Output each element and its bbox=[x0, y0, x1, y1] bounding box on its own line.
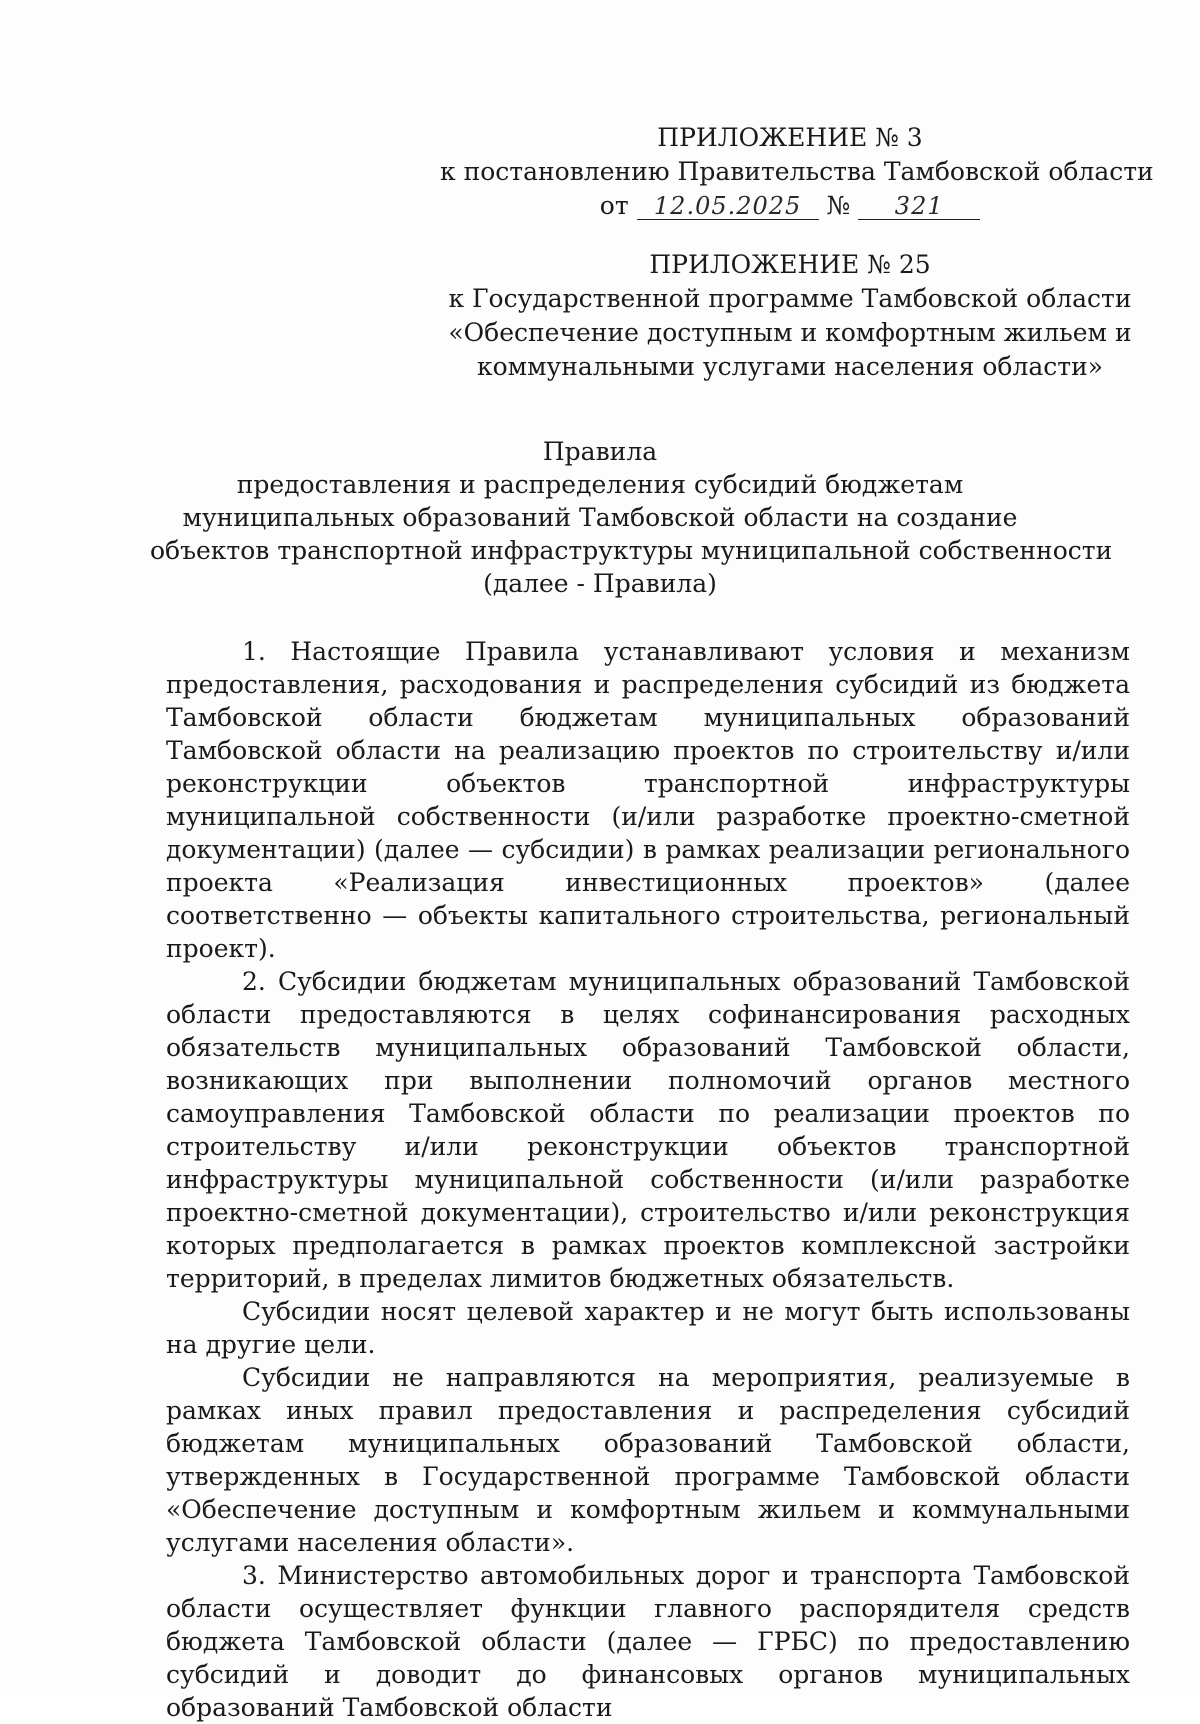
rules-title-line-3: муниципальных образований Тамбовской области на создание bbox=[182, 503, 1018, 532]
appendix-3-title: ПРИЛОЖЕНИЕ № 3 bbox=[657, 123, 923, 152]
from-label: от bbox=[599, 191, 629, 220]
paragraph-2: 2. Субсидии бюджетам муниципальных образований Тамбовской области предоставляются в целях софинансирования расходных обязательств муниципальных образований Тамбовской области, возникающих при выполнении полномочий органов местного самоуправления Тамбовской области по реализации проектов по строительству и/или реконструкции объектов транспортной инфраструктуры муниципальной собственности (и/или разработке проектно-сметной документации), строительство и/или реконструкция которых предполагается в рамках проектов комплексной застройки территорий, в пределах лимитов бюджетных обязательств. bbox=[166, 967, 1130, 1293]
appendix-25-title: ПРИЛОЖЕНИЕ № 25 bbox=[649, 250, 931, 279]
appendix-25-header bbox=[440, 248, 1140, 384]
rules-title-line-2: предоставления и распределения субсидий бюджетам bbox=[236, 470, 964, 499]
handwritten-number: 321 bbox=[858, 193, 980, 220]
appendix-3-decree-line: к постановлению Правительства Тамбовской области bbox=[440, 157, 1154, 186]
document-body bbox=[166, 635, 1130, 1724]
handwritten-date: 12.05.2025 bbox=[637, 193, 819, 220]
number-label: № bbox=[826, 191, 851, 220]
appendix-3-header bbox=[440, 121, 1154, 223]
paragraph-3: Субсидии носят целевой характер и не могут быть использованы на другие цели. bbox=[166, 1297, 1130, 1359]
rules-title bbox=[150, 435, 1113, 600]
rules-title-line-4: объектов транспортной инфраструктуры муниципальной собственности bbox=[150, 536, 1113, 565]
rules-title-line-5: (далее - Правила) bbox=[483, 569, 717, 598]
appendix-25-program-line: к Государственной программе Тамбовской области bbox=[448, 284, 1132, 313]
appendix-25-program-name-2: коммунальными услугами населения области» bbox=[476, 352, 1104, 381]
appendix-3-date-line bbox=[440, 189, 1140, 223]
paragraph-4: Субсидии не направляются на мероприятия, реализуемые в рамках иных правил предоставления и распределения субсидий бюджетам муниципальных образований Тамбовской области, утвержденных в Государственной программе Тамбовской области «Обеспечение доступным и комфортным жильем и коммунальными услугами населения области». bbox=[166, 1363, 1130, 1557]
appendix-25-program-name-1: «Обеспечение доступным и комфортным жильем и bbox=[448, 318, 1132, 347]
paragraph-1: 1. Настоящие Правила устанавливают условия и механизм предоставления, расходования и распределения субсидий из бюджета Тамбовской области бюджетам муниципальных образований Тамбовской области на реализацию проектов по строительству и/или реконструкции объектов транспортной инфраструктуры муниципальной собственности (и/или разработке проектно-сметной документации) (далее — субсидии) в рамках реализации регионального проекта «Реализация инвестиционных проектов» (далее соответственно — объекты капитального строительства, региональный проект). bbox=[166, 637, 1130, 963]
rules-title-line-1: Правила bbox=[542, 437, 658, 466]
paragraph-5: 3. Министерство автомобильных дорог и транспорта Тамбовской области осуществляет функции главного распорядителя средств бюджета Тамбовской области (далее — ГРБС) по предоставлению субсидий и доводит до финансовых органов муниципальных образований Тамбовской области bbox=[166, 1561, 1130, 1722]
